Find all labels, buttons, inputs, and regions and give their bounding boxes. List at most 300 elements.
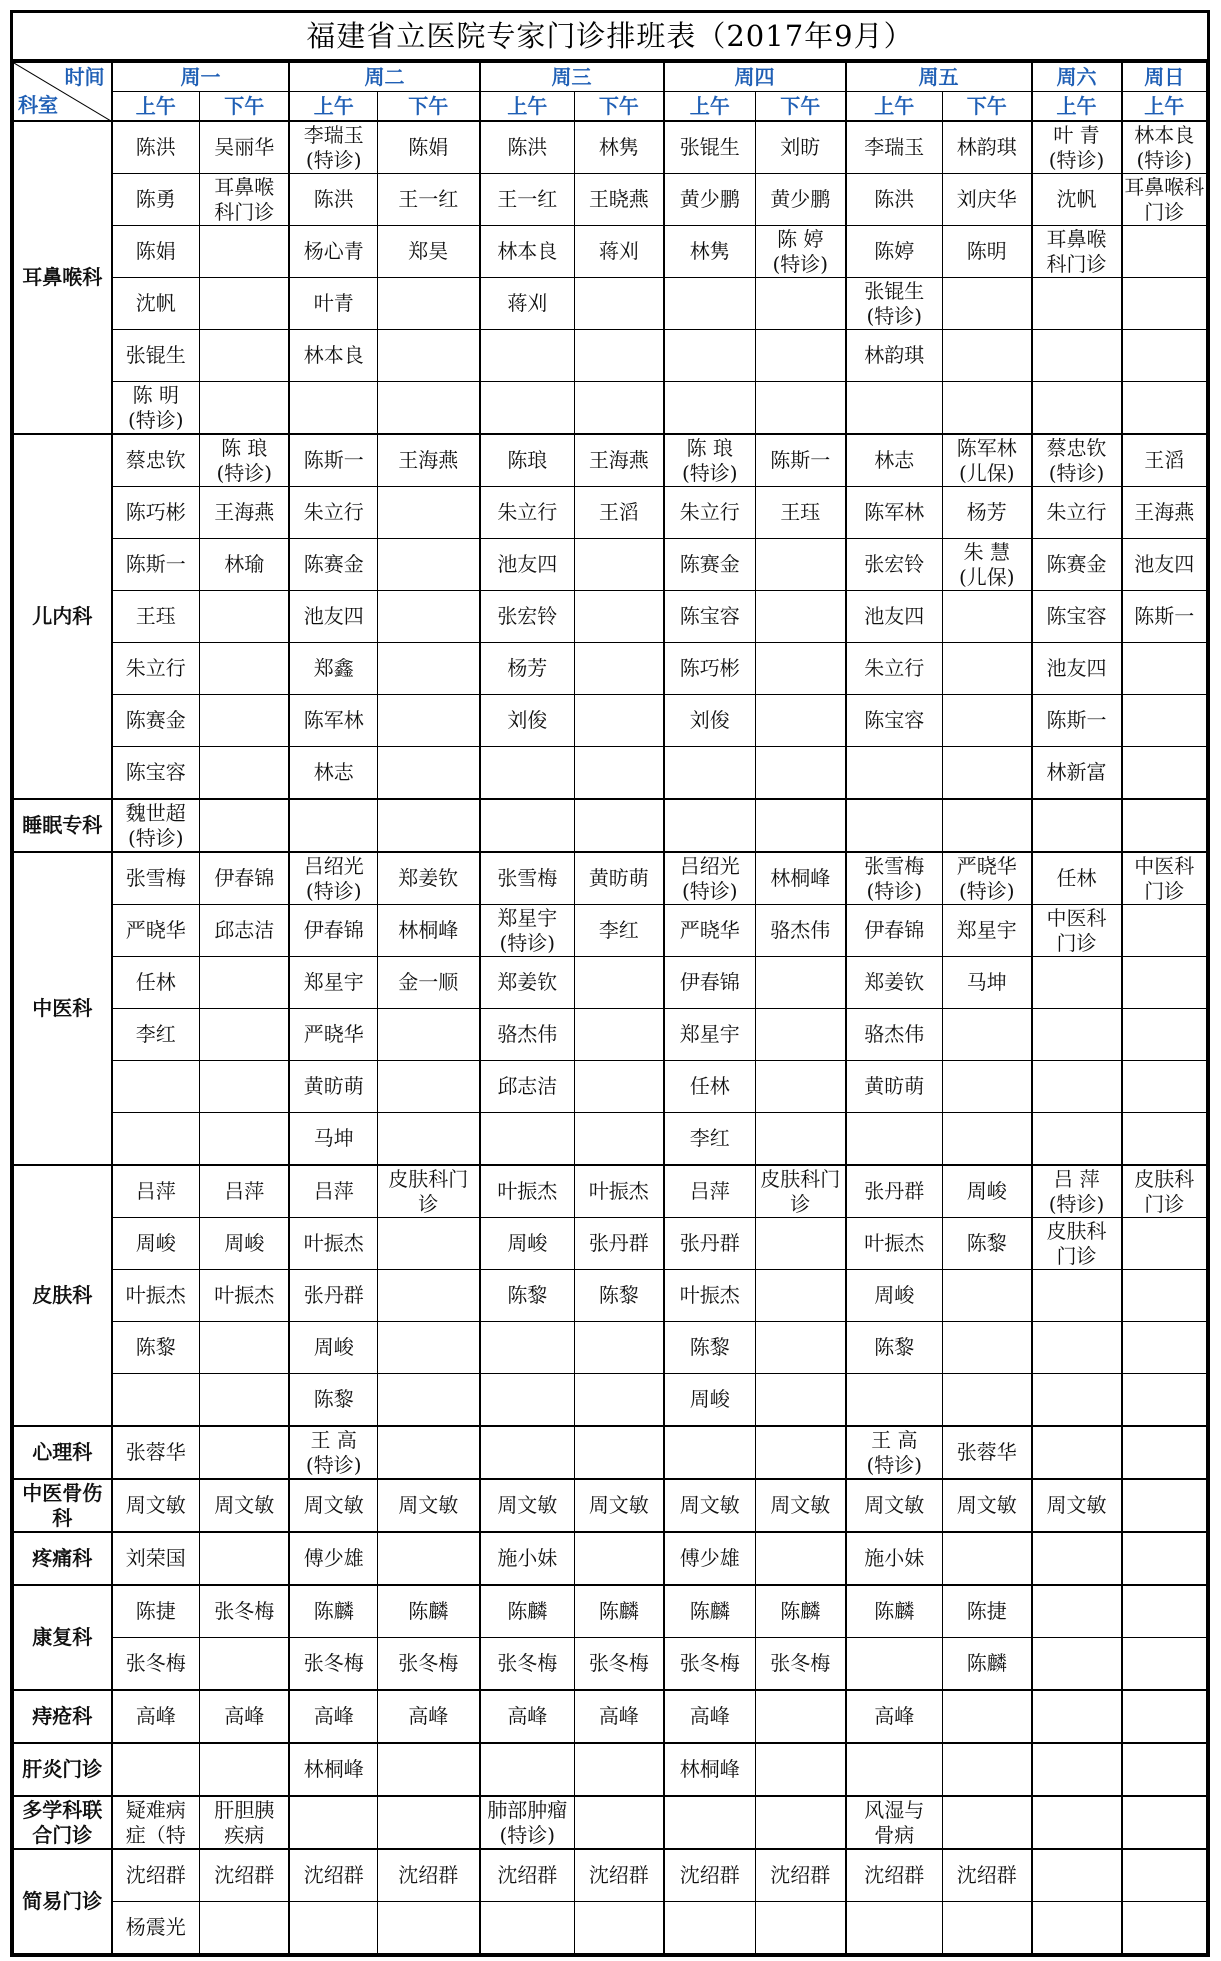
session-header: 下午	[756, 92, 846, 122]
empty-cell	[943, 1009, 1032, 1061]
doctor-cell: 周文敏	[112, 1479, 200, 1532]
empty-cell	[575, 1009, 664, 1061]
empty-cell	[1032, 957, 1122, 1009]
doctor-cell: 陈婷	[846, 226, 943, 278]
doctor-cell: 蒋刈	[480, 278, 575, 330]
empty-cell	[943, 1113, 1032, 1166]
empty-cell	[200, 1532, 290, 1585]
doctor-cell: 伊春锦	[200, 852, 290, 905]
doctor-cell: 杨芳	[943, 487, 1032, 539]
empty-cell	[943, 278, 1032, 330]
session-header: 上午	[664, 92, 756, 122]
empty-cell	[1122, 1009, 1207, 1061]
doctor-cell: 黄昉萌	[289, 1061, 377, 1113]
doctor-cell: 高峰	[846, 1690, 943, 1743]
doctor-cell: 黄少鹏	[756, 174, 846, 226]
doctor-cell: 周文敏	[756, 1479, 846, 1532]
empty-cell	[756, 1902, 846, 1954]
empty-cell	[1122, 1849, 1207, 1902]
doctor-cell: 郑鑫	[289, 643, 377, 695]
doctor-cell: 陈洪	[846, 174, 943, 226]
schedule-row	[14, 330, 1207, 382]
doctor-cell: 中医科 门诊	[1032, 905, 1122, 957]
doctor-cell: 施小妹	[480, 1532, 575, 1585]
schedule-row	[14, 1743, 1207, 1796]
doctor-cell: 陈斯一	[112, 539, 200, 591]
empty-cell	[575, 382, 664, 435]
doctor-cell: 李瑞玉 (特诊)	[289, 121, 377, 174]
schedule-row	[14, 487, 1207, 539]
empty-cell	[1122, 1426, 1207, 1479]
empty-cell	[664, 1902, 756, 1954]
empty-cell	[377, 1322, 479, 1374]
empty-cell	[1032, 1322, 1122, 1374]
empty-cell	[664, 1796, 756, 1849]
doctor-cell: 陈麟	[289, 1585, 377, 1638]
empty-cell	[200, 382, 290, 435]
empty-cell	[846, 1902, 943, 1954]
doctor-cell: 陈琅	[480, 434, 575, 487]
doctor-cell: 陈斯一	[1122, 591, 1207, 643]
empty-cell	[846, 799, 943, 852]
empty-cell	[200, 1113, 290, 1166]
empty-cell	[377, 1009, 479, 1061]
day-header: 周三	[480, 63, 664, 92]
empty-cell	[575, 591, 664, 643]
empty-cell	[377, 1218, 479, 1270]
empty-cell	[756, 1743, 846, 1796]
doctor-cell: 肝胆胰 疾病	[200, 1796, 290, 1849]
doctor-cell: 池友四	[480, 539, 575, 591]
doctor-cell: 林韵琪	[846, 330, 943, 382]
empty-cell	[1122, 643, 1207, 695]
doctor-cell: 周峻	[943, 1165, 1032, 1218]
schedule-row	[14, 695, 1207, 747]
doctor-cell: 张蓉华	[112, 1426, 200, 1479]
schedule-row	[14, 434, 1207, 487]
empty-cell	[846, 1113, 943, 1166]
empty-cell	[575, 330, 664, 382]
session-header: 上午	[1122, 92, 1207, 122]
empty-cell	[1122, 1743, 1207, 1796]
empty-cell	[200, 1009, 290, 1061]
doctor-cell: 皮肤科门 诊	[377, 1165, 479, 1218]
doctor-cell: 李红	[664, 1113, 756, 1166]
empty-cell	[575, 1902, 664, 1954]
doctor-cell: 郑姜钦	[480, 957, 575, 1009]
doctor-cell: 张锟生	[112, 330, 200, 382]
doctor-cell: 沈绍群	[480, 1849, 575, 1902]
doctor-cell: 任林	[112, 957, 200, 1009]
empty-cell	[664, 1426, 756, 1479]
doctor-cell: 骆杰伟	[480, 1009, 575, 1061]
doctor-cell: 黄昉萌	[846, 1061, 943, 1113]
doctor-cell: 陈赛金	[289, 539, 377, 591]
doctor-cell: 邱志洁	[480, 1061, 575, 1113]
empty-cell	[846, 1638, 943, 1691]
schedule-row	[14, 278, 1207, 330]
doctor-cell: 伊春锦	[664, 957, 756, 1009]
empty-cell	[200, 695, 290, 747]
empty-cell	[943, 1322, 1032, 1374]
session-header-row	[14, 92, 1207, 122]
schedule-row	[14, 957, 1207, 1009]
doctor-cell: 陈麟	[377, 1585, 479, 1638]
doctor-cell: 中医科 门诊	[1122, 852, 1207, 905]
empty-cell	[112, 1743, 200, 1796]
empty-cell	[756, 330, 846, 382]
day-header: 周六	[1032, 63, 1122, 92]
empty-cell	[943, 643, 1032, 695]
empty-cell	[1122, 747, 1207, 800]
empty-cell	[756, 1322, 846, 1374]
department-label: 中医科	[14, 852, 112, 1165]
doctor-cell: 张雪梅 (特诊)	[846, 852, 943, 905]
empty-cell	[377, 747, 479, 800]
empty-cell	[289, 1796, 377, 1849]
empty-cell	[575, 747, 664, 800]
doctor-cell: 张丹群	[575, 1218, 664, 1270]
empty-cell	[200, 643, 290, 695]
empty-cell	[480, 1113, 575, 1166]
doctor-cell: 吴丽华	[200, 121, 290, 174]
doctor-cell: 张冬梅	[664, 1638, 756, 1691]
department-label: 肝炎门诊	[14, 1743, 112, 1796]
department-label: 简易门诊	[14, 1849, 112, 1954]
schedule-row	[14, 747, 1207, 800]
empty-cell	[289, 382, 377, 435]
empty-cell	[756, 1270, 846, 1322]
empty-cell	[1032, 1113, 1122, 1166]
empty-cell	[1122, 957, 1207, 1009]
doctor-cell: 皮肤科 门诊	[1122, 1165, 1207, 1218]
empty-cell	[756, 278, 846, 330]
schedule-row	[14, 905, 1207, 957]
doctor-cell: 魏世超 (特诊)	[112, 799, 200, 852]
empty-cell	[575, 1426, 664, 1479]
doctor-cell: 陈军林	[289, 695, 377, 747]
doctor-cell: 骆杰伟	[846, 1009, 943, 1061]
empty-cell	[1032, 1796, 1122, 1849]
doctor-cell: 王珏	[112, 591, 200, 643]
empty-cell	[943, 1743, 1032, 1796]
doctor-cell: 林本良	[289, 330, 377, 382]
session-header: 上午	[846, 92, 943, 122]
empty-cell	[664, 747, 756, 800]
empty-cell	[200, 1322, 290, 1374]
doctor-cell: 张宏铃	[846, 539, 943, 591]
doctor-cell: 张冬梅	[200, 1585, 290, 1638]
schedule-row	[14, 174, 1207, 226]
doctor-cell: 张冬梅	[756, 1638, 846, 1691]
empty-cell	[1032, 330, 1122, 382]
empty-cell	[943, 591, 1032, 643]
empty-cell	[943, 1690, 1032, 1743]
session-header: 上午	[480, 92, 575, 122]
doctor-cell: 陈捷	[112, 1585, 200, 1638]
day-header: 周四	[664, 63, 846, 92]
doctor-cell: 郑姜钦	[377, 852, 479, 905]
schedule-row	[14, 1796, 1207, 1849]
doctor-cell: 沈绍群	[289, 1849, 377, 1902]
schedule-row	[14, 1061, 1207, 1113]
doctor-cell: 沈绍群	[575, 1849, 664, 1902]
doctor-cell: 张冬梅	[289, 1638, 377, 1691]
schedule-row	[14, 1165, 1207, 1218]
day-header: 周五	[846, 63, 1032, 92]
doctor-cell: 肺部肿瘤 (特诊)	[480, 1796, 575, 1849]
doctor-cell: 伊春锦	[289, 905, 377, 957]
empty-cell	[756, 1532, 846, 1585]
doctor-cell: 刘俊	[480, 695, 575, 747]
doctor-cell: 陈宝容	[1032, 591, 1122, 643]
empty-cell	[1122, 1374, 1207, 1427]
schedule-sheet	[10, 10, 1210, 1957]
doctor-cell: 朱立行	[289, 487, 377, 539]
empty-cell	[943, 1902, 1032, 1954]
empty-cell	[200, 1061, 290, 1113]
empty-cell	[377, 591, 479, 643]
session-header: 下午	[943, 92, 1032, 122]
doctor-cell: 高峰	[200, 1690, 290, 1743]
empty-cell	[846, 1374, 943, 1427]
empty-cell	[200, 226, 290, 278]
doctor-cell: 陈娟	[112, 226, 200, 278]
empty-cell	[1032, 799, 1122, 852]
empty-cell	[1122, 226, 1207, 278]
empty-cell	[846, 382, 943, 435]
empty-cell	[1032, 1532, 1122, 1585]
empty-cell	[200, 1374, 290, 1427]
doctor-cell: 朱立行	[480, 487, 575, 539]
doctor-cell: 陈巧彬	[112, 487, 200, 539]
empty-cell	[756, 695, 846, 747]
doctor-cell: 林桐峰	[664, 1743, 756, 1796]
empty-cell	[377, 330, 479, 382]
doctor-cell: 傅少雄	[664, 1532, 756, 1585]
doctor-cell: 沈绍群	[664, 1849, 756, 1902]
empty-cell	[1122, 1061, 1207, 1113]
doctor-cell: 沈绍群	[943, 1849, 1032, 1902]
doctor-cell: 严晓华	[289, 1009, 377, 1061]
doctor-cell: 严晓华	[112, 905, 200, 957]
schedule-row	[14, 226, 1207, 278]
empty-cell	[756, 382, 846, 435]
doctor-cell: 郑昊	[377, 226, 479, 278]
empty-cell	[756, 799, 846, 852]
doctor-cell: 风湿与 骨病	[846, 1796, 943, 1849]
doctor-cell: 高峰	[112, 1690, 200, 1743]
doctor-cell: 张雪梅	[112, 852, 200, 905]
doctor-cell: 周文敏	[664, 1479, 756, 1532]
empty-cell	[575, 1743, 664, 1796]
doctor-cell: 高峰	[480, 1690, 575, 1743]
department-label: 睡眠专科	[14, 799, 112, 852]
empty-cell	[480, 799, 575, 852]
department-label: 耳鼻喉科	[14, 121, 112, 434]
doctor-cell: 陈捷	[943, 1585, 1032, 1638]
doctor-cell: 陈宝容	[112, 747, 200, 800]
doctor-cell: 高峰	[289, 1690, 377, 1743]
doctor-cell: 马坤	[289, 1113, 377, 1166]
schedule-row	[14, 1902, 1207, 1954]
empty-cell	[575, 1061, 664, 1113]
session-header: 下午	[377, 92, 479, 122]
doctor-cell: 叶 青 (特诊)	[1032, 121, 1122, 174]
schedule-row	[14, 539, 1207, 591]
empty-cell	[377, 278, 479, 330]
empty-cell	[377, 1532, 479, 1585]
department-label: 疼痛科	[14, 1532, 112, 1585]
empty-cell	[1122, 1479, 1207, 1532]
doctor-cell: 王海燕	[1122, 487, 1207, 539]
empty-cell	[480, 747, 575, 800]
doctor-cell: 池友四	[846, 591, 943, 643]
empty-cell	[1122, 695, 1207, 747]
session-header: 上午	[289, 92, 377, 122]
empty-cell	[575, 1322, 664, 1374]
empty-cell	[1032, 278, 1122, 330]
empty-cell	[200, 278, 290, 330]
empty-cell	[377, 695, 479, 747]
schedule-row	[14, 1009, 1207, 1061]
day-header-row	[14, 63, 1207, 92]
empty-cell	[756, 591, 846, 643]
department-label: 多学科联 合门诊	[14, 1796, 112, 1849]
doctor-cell: 吕萍	[200, 1165, 290, 1218]
schedule-row	[14, 1374, 1207, 1427]
doctor-cell: 张丹群	[664, 1218, 756, 1270]
empty-cell	[756, 1061, 846, 1113]
empty-cell	[756, 1796, 846, 1849]
doctor-cell: 朱立行	[1032, 487, 1122, 539]
empty-cell	[200, 591, 290, 643]
doctor-cell: 蒋刈	[575, 226, 664, 278]
doctor-cell: 王一红	[480, 174, 575, 226]
doctor-cell: 林志	[289, 747, 377, 800]
doctor-cell: 严晓华 (特诊)	[943, 852, 1032, 905]
empty-cell	[1122, 799, 1207, 852]
doctor-cell: 林新富	[1032, 747, 1122, 800]
doctor-cell: 周峻	[112, 1218, 200, 1270]
doctor-cell: 张冬梅	[112, 1638, 200, 1691]
session-header: 下午	[575, 92, 664, 122]
doctor-cell: 刘昉	[756, 121, 846, 174]
empty-cell	[943, 1270, 1032, 1322]
doctor-cell: 陈明	[943, 226, 1032, 278]
empty-cell	[377, 1426, 479, 1479]
doctor-cell: 沈绍群	[112, 1849, 200, 1902]
empty-cell	[377, 1902, 479, 1954]
doctor-cell: 伊春锦	[846, 905, 943, 957]
empty-cell	[112, 1061, 200, 1113]
empty-cell	[112, 1113, 200, 1166]
doctor-cell: 林本良 (特诊)	[1122, 121, 1207, 174]
empty-cell	[289, 799, 377, 852]
empty-cell	[575, 539, 664, 591]
doctor-cell: 杨芳	[480, 643, 575, 695]
corner-cell	[14, 63, 112, 122]
empty-cell	[377, 1796, 479, 1849]
empty-cell	[480, 1374, 575, 1427]
schedule-row	[14, 1218, 1207, 1270]
doctor-cell: 叶青	[289, 278, 377, 330]
empty-cell	[480, 1743, 575, 1796]
doctor-cell: 陈黎	[943, 1218, 1032, 1270]
doctor-cell: 池友四	[289, 591, 377, 643]
doctor-cell: 陈军林 (儿保)	[943, 434, 1032, 487]
department-label: 心理科	[14, 1426, 112, 1479]
empty-cell	[756, 539, 846, 591]
empty-cell	[575, 1113, 664, 1166]
doctor-cell: 高峰	[664, 1690, 756, 1743]
doctor-cell: 林桐峰	[756, 852, 846, 905]
doctor-cell: 吕萍	[664, 1165, 756, 1218]
doctor-cell: 陈娟	[377, 121, 479, 174]
empty-cell	[480, 382, 575, 435]
doctor-cell: 叶振杰	[200, 1270, 290, 1322]
doctor-cell: 张蓉华	[943, 1426, 1032, 1479]
doctor-cell: 郑星宇	[289, 957, 377, 1009]
empty-cell	[377, 1374, 479, 1427]
doctor-cell: 周文敏	[943, 1479, 1032, 1532]
doctor-cell: 高峰	[575, 1690, 664, 1743]
corner-label-dept: 科室	[18, 93, 58, 117]
doctor-cell: 沈帆	[1032, 174, 1122, 226]
schedule-row	[14, 1479, 1207, 1532]
empty-cell	[756, 1374, 846, 1427]
empty-cell	[377, 1743, 479, 1796]
empty-cell	[200, 1743, 290, 1796]
empty-cell	[943, 799, 1032, 852]
empty-cell	[480, 1426, 575, 1479]
doctor-cell: 周文敏	[480, 1479, 575, 1532]
empty-cell	[943, 1061, 1032, 1113]
empty-cell	[200, 1638, 290, 1691]
schedule-row	[14, 1322, 1207, 1374]
doctor-cell: 沈绍群	[756, 1849, 846, 1902]
doctor-cell: 朱立行	[112, 643, 200, 695]
doctor-cell: 张宏铃	[480, 591, 575, 643]
empty-cell	[200, 330, 290, 382]
doctor-cell: 林桐峰	[377, 905, 479, 957]
doctor-cell: 疑难病 症（特	[112, 1796, 200, 1849]
empty-cell	[1122, 1585, 1207, 1638]
doctor-cell: 陈斯一	[756, 434, 846, 487]
empty-cell	[377, 382, 479, 435]
doctor-cell: 陈 琅 (特诊)	[200, 434, 290, 487]
doctor-cell: 吕绍光 (特诊)	[289, 852, 377, 905]
empty-cell	[943, 1374, 1032, 1427]
empty-cell	[112, 1374, 200, 1427]
doctor-cell: 陈黎	[112, 1322, 200, 1374]
doctor-cell: 池友四	[1122, 539, 1207, 591]
empty-cell	[756, 1690, 846, 1743]
doctor-cell: 陈黎	[664, 1322, 756, 1374]
doctor-cell: 王珏	[756, 487, 846, 539]
doctor-cell: 周文敏	[377, 1479, 479, 1532]
doctor-cell: 吕萍	[289, 1165, 377, 1218]
empty-cell	[1032, 1426, 1122, 1479]
empty-cell	[575, 695, 664, 747]
doctor-cell: 张冬梅	[377, 1638, 479, 1691]
doctor-cell: 王一红	[377, 174, 479, 226]
empty-cell	[377, 539, 479, 591]
empty-cell	[943, 1532, 1032, 1585]
empty-cell	[1032, 1061, 1122, 1113]
doctor-cell: 陈洪	[480, 121, 575, 174]
doctor-cell: 王海燕	[575, 434, 664, 487]
